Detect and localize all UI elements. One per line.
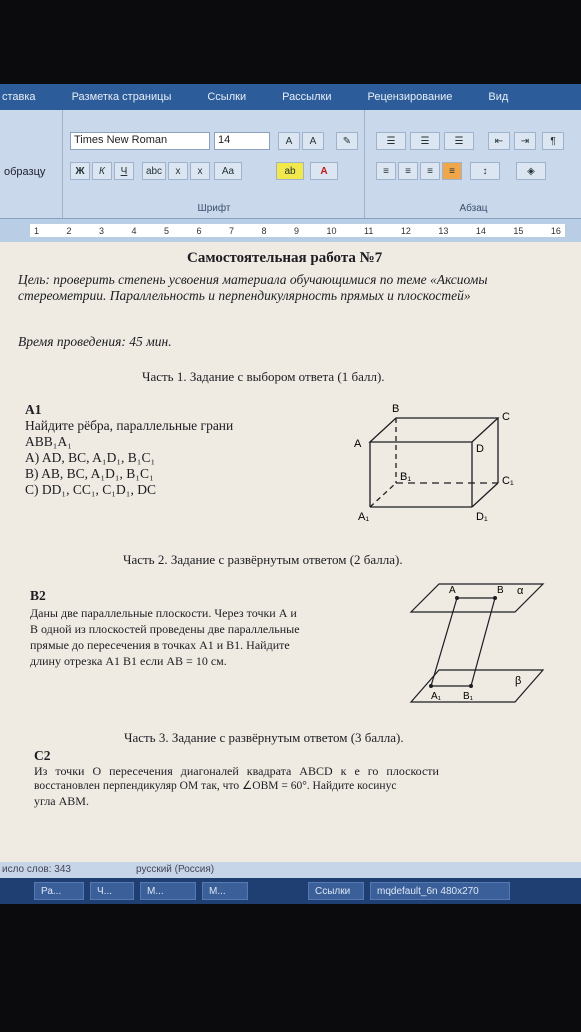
tab-page-layout[interactable]: Разметка страницы <box>71 91 172 103</box>
ruler-mark: 8 <box>261 225 267 236</box>
subscript-button[interactable]: x <box>168 162 188 180</box>
vertex-label-b: B <box>392 403 400 415</box>
clear-format-button[interactable]: ✎ <box>336 132 358 150</box>
word-count[interactable]: исло слов: 343 <box>2 864 71 875</box>
ruler-mark: 15 <box>513 225 524 236</box>
vertex-label-a: A <box>354 438 362 450</box>
vertex-label-d: D <box>476 443 484 455</box>
c2-line1: Из точки О пересечения диагоналей квадрата ABCD к е го плоскости <box>34 764 439 778</box>
b2-label: В2 <box>30 588 46 603</box>
ruler-mark: 5 <box>164 225 170 236</box>
align-right-button[interactable]: ≡ <box>420 162 440 180</box>
paragraph-group <box>366 110 581 218</box>
ruler-mark: 9 <box>294 225 300 236</box>
tab-insert[interactable]: ставка <box>2 91 36 103</box>
goal-text: Цель: проверить степень усвоения материала обучающимися по теме «Аксиомы стереометрии. Параллельность и перпендикулярность прямых и плоскостей» <box>18 272 488 303</box>
underline-button[interactable]: Ч <box>114 162 134 180</box>
language-indicator[interactable]: русский (Россия) <box>136 864 215 875</box>
ruler-mark: 11 <box>364 225 374 236</box>
b2-line3: прямые до пересечения в точках А1 и В1. Найдите <box>30 638 290 652</box>
clipboard-group <box>0 110 63 218</box>
a1-label: А1 <box>25 402 42 417</box>
italic-button[interactable]: К <box>92 162 112 180</box>
tab-view[interactable]: Вид <box>488 91 509 103</box>
font-group <box>64 110 365 218</box>
multilevel-list-button[interactable]: ☰ <box>444 132 474 150</box>
ruler-mark: 6 <box>196 225 202 236</box>
line-spacing-button[interactable]: ↕ <box>470 162 500 180</box>
part3-heading: Часть 3. Задание с развёрнутым ответом (3 балла). <box>124 730 404 745</box>
a1-option-c: C) DD₁, CC₁, C₁D₁, DC <box>25 482 156 497</box>
taskbar-item[interactable]: M... <box>202 882 248 900</box>
font-group-label: Шрифт <box>197 203 231 214</box>
tab-review[interactable]: Рецензирование <box>367 91 453 103</box>
parallel-planes-figure <box>405 578 555 710</box>
decrease-indent-button[interactable]: ⇤ <box>488 132 510 150</box>
taskbar-item[interactable]: Ч... <box>90 882 134 900</box>
font-size-select[interactable]: 14 <box>214 132 270 150</box>
word-window <box>0 84 581 904</box>
document-page[interactable] <box>0 242 581 862</box>
taskbar-item[interactable]: mqdefault_6n 480x270 <box>370 882 510 900</box>
ruler-mark: 7 <box>229 225 235 236</box>
page-title: Самостоятельная работа №7 <box>187 250 383 266</box>
plane-label-alpha: α <box>517 585 524 597</box>
tab-references[interactable]: Ссылки <box>207 91 247 103</box>
ruler-mark: 10 <box>326 225 337 236</box>
point-label-b: B <box>497 585 504 596</box>
paragraph-group-label: Абзац <box>459 203 488 214</box>
grow-font-button[interactable]: A <box>278 132 300 150</box>
format-painter-label[interactable]: образцу <box>4 166 46 178</box>
ruler-mark: 3 <box>99 225 105 236</box>
b2-line2: В одной из плоскостей проведены две параллельные <box>30 622 300 636</box>
ruler-mark: 16 <box>550 225 561 236</box>
superscript-button[interactable]: x <box>190 162 210 180</box>
numbering-button[interactable]: ☰ <box>410 132 440 150</box>
c2-line2: восстановлен перпендикуляр ОМ так, что ∠OBM = 60°. Найдите косинус <box>34 780 397 792</box>
ruler-mark: 14 <box>475 225 486 236</box>
strikethrough-button[interactable]: abc <box>142 162 166 180</box>
tab-mailings[interactable]: Рассылки <box>282 91 332 103</box>
vertex-label-c: C <box>502 411 510 423</box>
ruler-mark: 12 <box>400 225 411 236</box>
taskbar-item[interactable]: Ра... <box>34 882 84 900</box>
taskbar <box>0 878 581 904</box>
bold-button[interactable]: Ж <box>70 162 90 180</box>
bullets-button[interactable]: ☰ <box>376 132 406 150</box>
a1-option-b: B) AB, BC, A₁D₁, B₁C₁ <box>25 466 154 481</box>
ruler-mark: 13 <box>438 225 449 236</box>
a1-option-a: A) AD, BC, A₁D₁, B₁C₁ <box>25 450 156 465</box>
show-marks-button[interactable]: ¶ <box>542 132 564 150</box>
plane-label-beta: β <box>515 675 522 687</box>
part2-heading: Часть 2. Задание с развёрнутым ответом (2 балла). <box>123 552 403 567</box>
font-color-button[interactable]: A <box>310 162 338 180</box>
point-label-b1: B₁ <box>463 691 474 702</box>
ruler-mark: 1 <box>34 225 40 236</box>
ruler-mark: 4 <box>131 225 137 236</box>
c2-label: С2 <box>34 748 51 763</box>
highlight-color-button[interactable]: ab <box>276 162 304 180</box>
time-text: Время проведения: 45 мин. <box>18 334 172 349</box>
point-label-a: A <box>449 585 456 596</box>
point-label-a1: A₁ <box>431 691 442 702</box>
shading-button[interactable]: ◈ <box>516 162 546 180</box>
a1-question-line2: ABB₁A₁ <box>25 434 72 449</box>
b2-line1: Даны две параллельные плоскости. Через точки А и <box>30 606 297 620</box>
status-bar <box>0 862 581 878</box>
c2-line3: угла ABM. <box>34 794 89 808</box>
ruler-mark: 2 <box>66 225 72 236</box>
taskbar-item-active[interactable]: Ссылки <box>308 882 364 900</box>
font-name-select[interactable]: Times New Roman <box>70 132 210 150</box>
parallelepiped-figure <box>340 402 530 527</box>
align-left-button[interactable]: ≡ <box>376 162 396 180</box>
a1-question-line1: Найдите рёбра, параллельные грани <box>25 418 234 433</box>
horizontal-ruler[interactable] <box>0 218 581 243</box>
change-case-button[interactable]: Aa <box>214 162 242 180</box>
ribbon <box>0 110 581 218</box>
justify-button[interactable]: ≡ <box>442 162 462 180</box>
taskbar-item[interactable]: M... <box>140 882 196 900</box>
shrink-font-button[interactable]: A <box>302 132 324 150</box>
increase-indent-button[interactable]: ⇥ <box>514 132 536 150</box>
vertex-label-c1: C₁ <box>502 475 514 487</box>
vertex-label-d1: D₁ <box>476 511 488 523</box>
b2-line4: длину отрезка А1 В1 если АВ = 10 см. <box>30 654 227 668</box>
align-center-button[interactable]: ≡ <box>398 162 418 180</box>
vertex-label-a1: A₁ <box>358 511 370 523</box>
ribbon-tabs <box>0 84 581 110</box>
ruler-scale <box>30 224 565 237</box>
vertex-label-b1: B₁ <box>400 471 412 483</box>
part1-heading: Часть 1. Задание с выбором ответа (1 балл). <box>142 369 385 384</box>
